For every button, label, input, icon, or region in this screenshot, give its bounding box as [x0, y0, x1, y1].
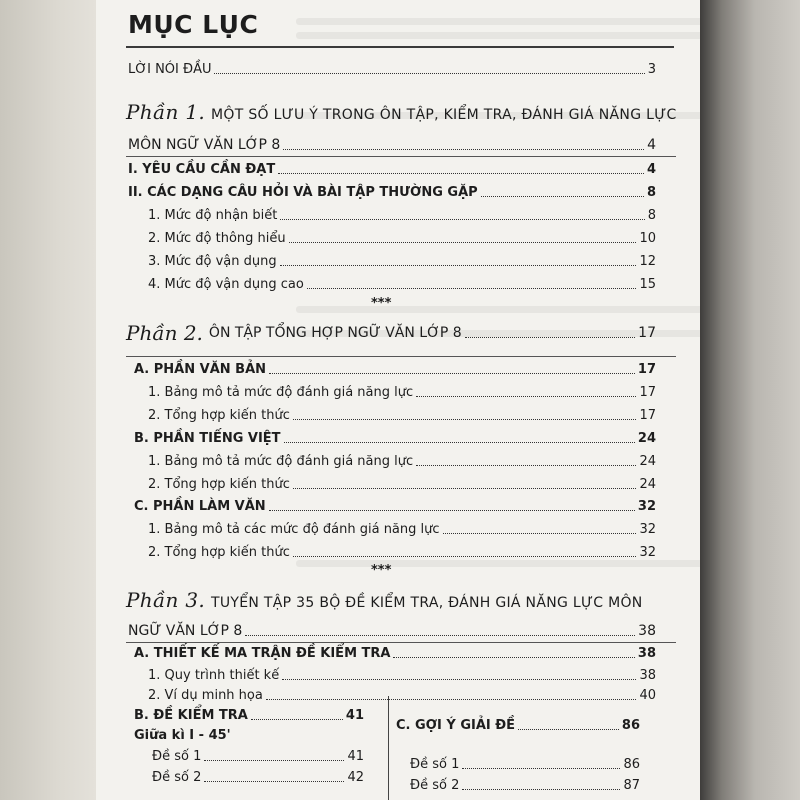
entry-page: 87 [623, 778, 640, 793]
separator: *** [371, 296, 392, 311]
entry-label: LỜI NÓI ĐẦU [128, 62, 212, 77]
leader-dots [214, 72, 644, 74]
entry-page: 41 [347, 749, 364, 764]
entry-label: Giữa kì I - 45' [134, 728, 231, 743]
toc-section[interactable] [128, 162, 656, 177]
entry-page: 8 [647, 208, 656, 223]
column-divider [388, 696, 389, 800]
entry-label: 2. Ví dụ minh họa [148, 688, 263, 703]
toc-item[interactable] [148, 522, 656, 537]
entry-page: 41 [345, 708, 364, 723]
part-3-heading [126, 588, 643, 612]
toc-section[interactable] [396, 718, 640, 733]
leader-dots [481, 195, 644, 197]
toc-item[interactable] [410, 778, 640, 793]
entry-page: 4 [647, 137, 656, 153]
part-title: TUYỂN TẬP 35 BỘ ĐỀ KIỂM TRA, ĐÁNH GIÁ NĂNG LỰC MÔN [211, 595, 643, 611]
entry-label: II. CÁC DẠNG CÂU HỎI VÀ BÀI TẬP THƯỜNG GẶP [128, 185, 478, 200]
entry-page: 17 [639, 408, 656, 423]
toc-subheading [134, 728, 231, 743]
entry-page: 10 [639, 231, 656, 246]
title-underline [126, 46, 674, 48]
part-title: ÔN TẬP TỔNG HỢP NGỮ VĂN LỚP 8 [208, 325, 462, 341]
section-rule [126, 356, 676, 357]
entry-label: 4. Mức độ vận dụng cao [148, 277, 304, 292]
entry-label: NGỮ VĂN LỚP 8 [128, 623, 243, 639]
leader-dots [518, 728, 619, 730]
toc-item[interactable] [152, 749, 364, 764]
entry-label: A. THIẾT KẾ MA TRẬN ĐỀ KIỂM TRA [134, 646, 391, 661]
entry-page: 15 [639, 277, 656, 292]
entry-page: 32 [639, 545, 656, 560]
part-number: Phần 2. [126, 321, 203, 345]
entry-label: C. PHẦN LÀM VĂN [134, 499, 266, 514]
toc-entry-part-2[interactable] [126, 321, 656, 345]
toc-section[interactable] [134, 431, 656, 446]
show-through [296, 306, 700, 313]
separator: *** [371, 563, 392, 578]
page-edge-shadow [700, 0, 800, 800]
part-1-heading [126, 100, 677, 124]
leader-dots [284, 441, 635, 443]
show-through [296, 18, 700, 25]
toc-entry-part-3[interactable] [128, 624, 656, 639]
leader-dots [293, 418, 637, 420]
part-title: MỘT SỐ LƯU Ý TRONG ÔN TẬP, KIỂM TRA, ĐÁNH GIÁ NĂNG LỰC [211, 107, 677, 123]
entry-label: 1. Quy trình thiết kế [148, 668, 280, 683]
toc-item[interactable] [148, 254, 656, 269]
toc-section[interactable] [134, 708, 364, 723]
entry-page: 38 [637, 646, 656, 661]
entry-page: 17 [637, 362, 656, 377]
toc-item[interactable] [148, 477, 656, 492]
leader-dots [278, 172, 644, 174]
show-through [296, 560, 700, 567]
toc-item[interactable] [148, 688, 656, 703]
leader-dots [416, 464, 636, 466]
toc-item[interactable] [148, 385, 656, 400]
entry-page: 86 [623, 757, 640, 772]
toc-section[interactable] [134, 362, 656, 377]
entry-label: Đề số 1 [410, 757, 460, 772]
entry-label: 1. Mức độ nhận biết [148, 208, 278, 223]
toc-item[interactable] [148, 545, 656, 560]
entry-label: 2. Tổng hợp kiến thức [148, 545, 290, 560]
entry-label: 1. Bảng mô tả các mức độ đánh giá năng lực [148, 522, 440, 537]
entry-page: 42 [347, 770, 364, 785]
leader-dots [462, 767, 620, 769]
leader-dots [204, 759, 344, 761]
entry-label: 1. Bảng mô tả mức độ đánh giá năng lực [148, 454, 414, 469]
part-number: Phần 1. [126, 100, 206, 124]
entry-label: I. YÊU CẦU CẦN ĐẠT [128, 162, 276, 177]
entry-page: 40 [639, 688, 656, 703]
leader-dots [269, 372, 635, 374]
entry-page: 4 [646, 162, 656, 177]
toc-item[interactable] [148, 454, 656, 469]
entry-label: 2. Tổng hợp kiến thức [148, 477, 290, 492]
leader-dots [293, 487, 637, 489]
toc-entry-preface[interactable] [128, 62, 656, 77]
entry-page: 3 [647, 62, 656, 77]
toc-item[interactable] [148, 208, 656, 223]
toc-item[interactable] [410, 757, 640, 772]
entry-page: 32 [639, 522, 656, 537]
entry-page: 86 [621, 718, 640, 733]
leader-dots [269, 509, 635, 511]
leader-dots [443, 532, 637, 534]
entry-label: Đề số 2 [410, 778, 460, 793]
toc-section[interactable] [134, 499, 656, 514]
entry-label: B. ĐỀ KIỂM TRA [134, 708, 248, 723]
leader-dots [293, 555, 637, 557]
entry-page: 32 [637, 499, 656, 514]
entry-label: Đề số 1 [152, 749, 202, 764]
leader-dots [393, 656, 634, 658]
entry-label: C. GỢI Ý GIẢI ĐỀ [396, 718, 516, 733]
leader-dots [280, 264, 637, 266]
entry-label: B. PHẦN TIẾNG VIỆT [134, 431, 281, 446]
entry-label: 2. Tổng hợp kiến thức [148, 408, 290, 423]
section-rule [126, 156, 676, 157]
entry-label: MÔN NGỮ VĂN LỚP 8 [128, 137, 281, 153]
entry-label: 1. Bảng mô tả mức độ đánh giá năng lực [148, 385, 414, 400]
entry-label: Đề số 2 [152, 770, 202, 785]
part-number: Phần 3. [126, 588, 206, 612]
section-rule [126, 642, 676, 643]
entry-label: 2. Mức độ thông hiểu [148, 231, 286, 246]
leader-dots [416, 395, 636, 397]
toc-item[interactable] [148, 668, 656, 683]
page-title: MỤC LỤC [128, 10, 259, 39]
entry-page: 38 [639, 668, 656, 683]
entry-page: 24 [637, 431, 656, 446]
toc-section[interactable] [134, 646, 656, 661]
entry-page: 24 [639, 477, 656, 492]
leader-dots [251, 718, 343, 720]
entry-page: 38 [638, 623, 656, 639]
leader-dots [204, 780, 344, 782]
leader-dots [289, 241, 637, 243]
entry-page: 24 [639, 454, 656, 469]
toc-item[interactable] [148, 277, 656, 292]
leader-dots [462, 788, 620, 790]
toc-item[interactable] [152, 770, 364, 785]
entry-label: 3. Mức độ vận dụng [148, 254, 277, 269]
leader-dots [465, 336, 635, 338]
toc-item[interactable] [148, 231, 656, 246]
toc-item[interactable] [148, 408, 656, 423]
entry-label: A. PHẦN VĂN BẢN [134, 362, 267, 377]
book-page [96, 0, 700, 800]
leader-dots [282, 678, 636, 680]
entry-page: 17 [639, 385, 656, 400]
toc-entry-part-1[interactable] [128, 138, 656, 153]
entry-page: 12 [639, 254, 656, 269]
leader-dots [266, 698, 637, 700]
leader-dots [245, 634, 635, 636]
toc-section[interactable] [128, 185, 656, 200]
show-through [296, 32, 700, 39]
entry-page: 8 [646, 185, 656, 200]
leader-dots [283, 148, 644, 150]
leader-dots [280, 218, 644, 220]
leader-dots [307, 287, 637, 289]
left-background [0, 0, 96, 800]
entry-page: 17 [638, 325, 656, 341]
